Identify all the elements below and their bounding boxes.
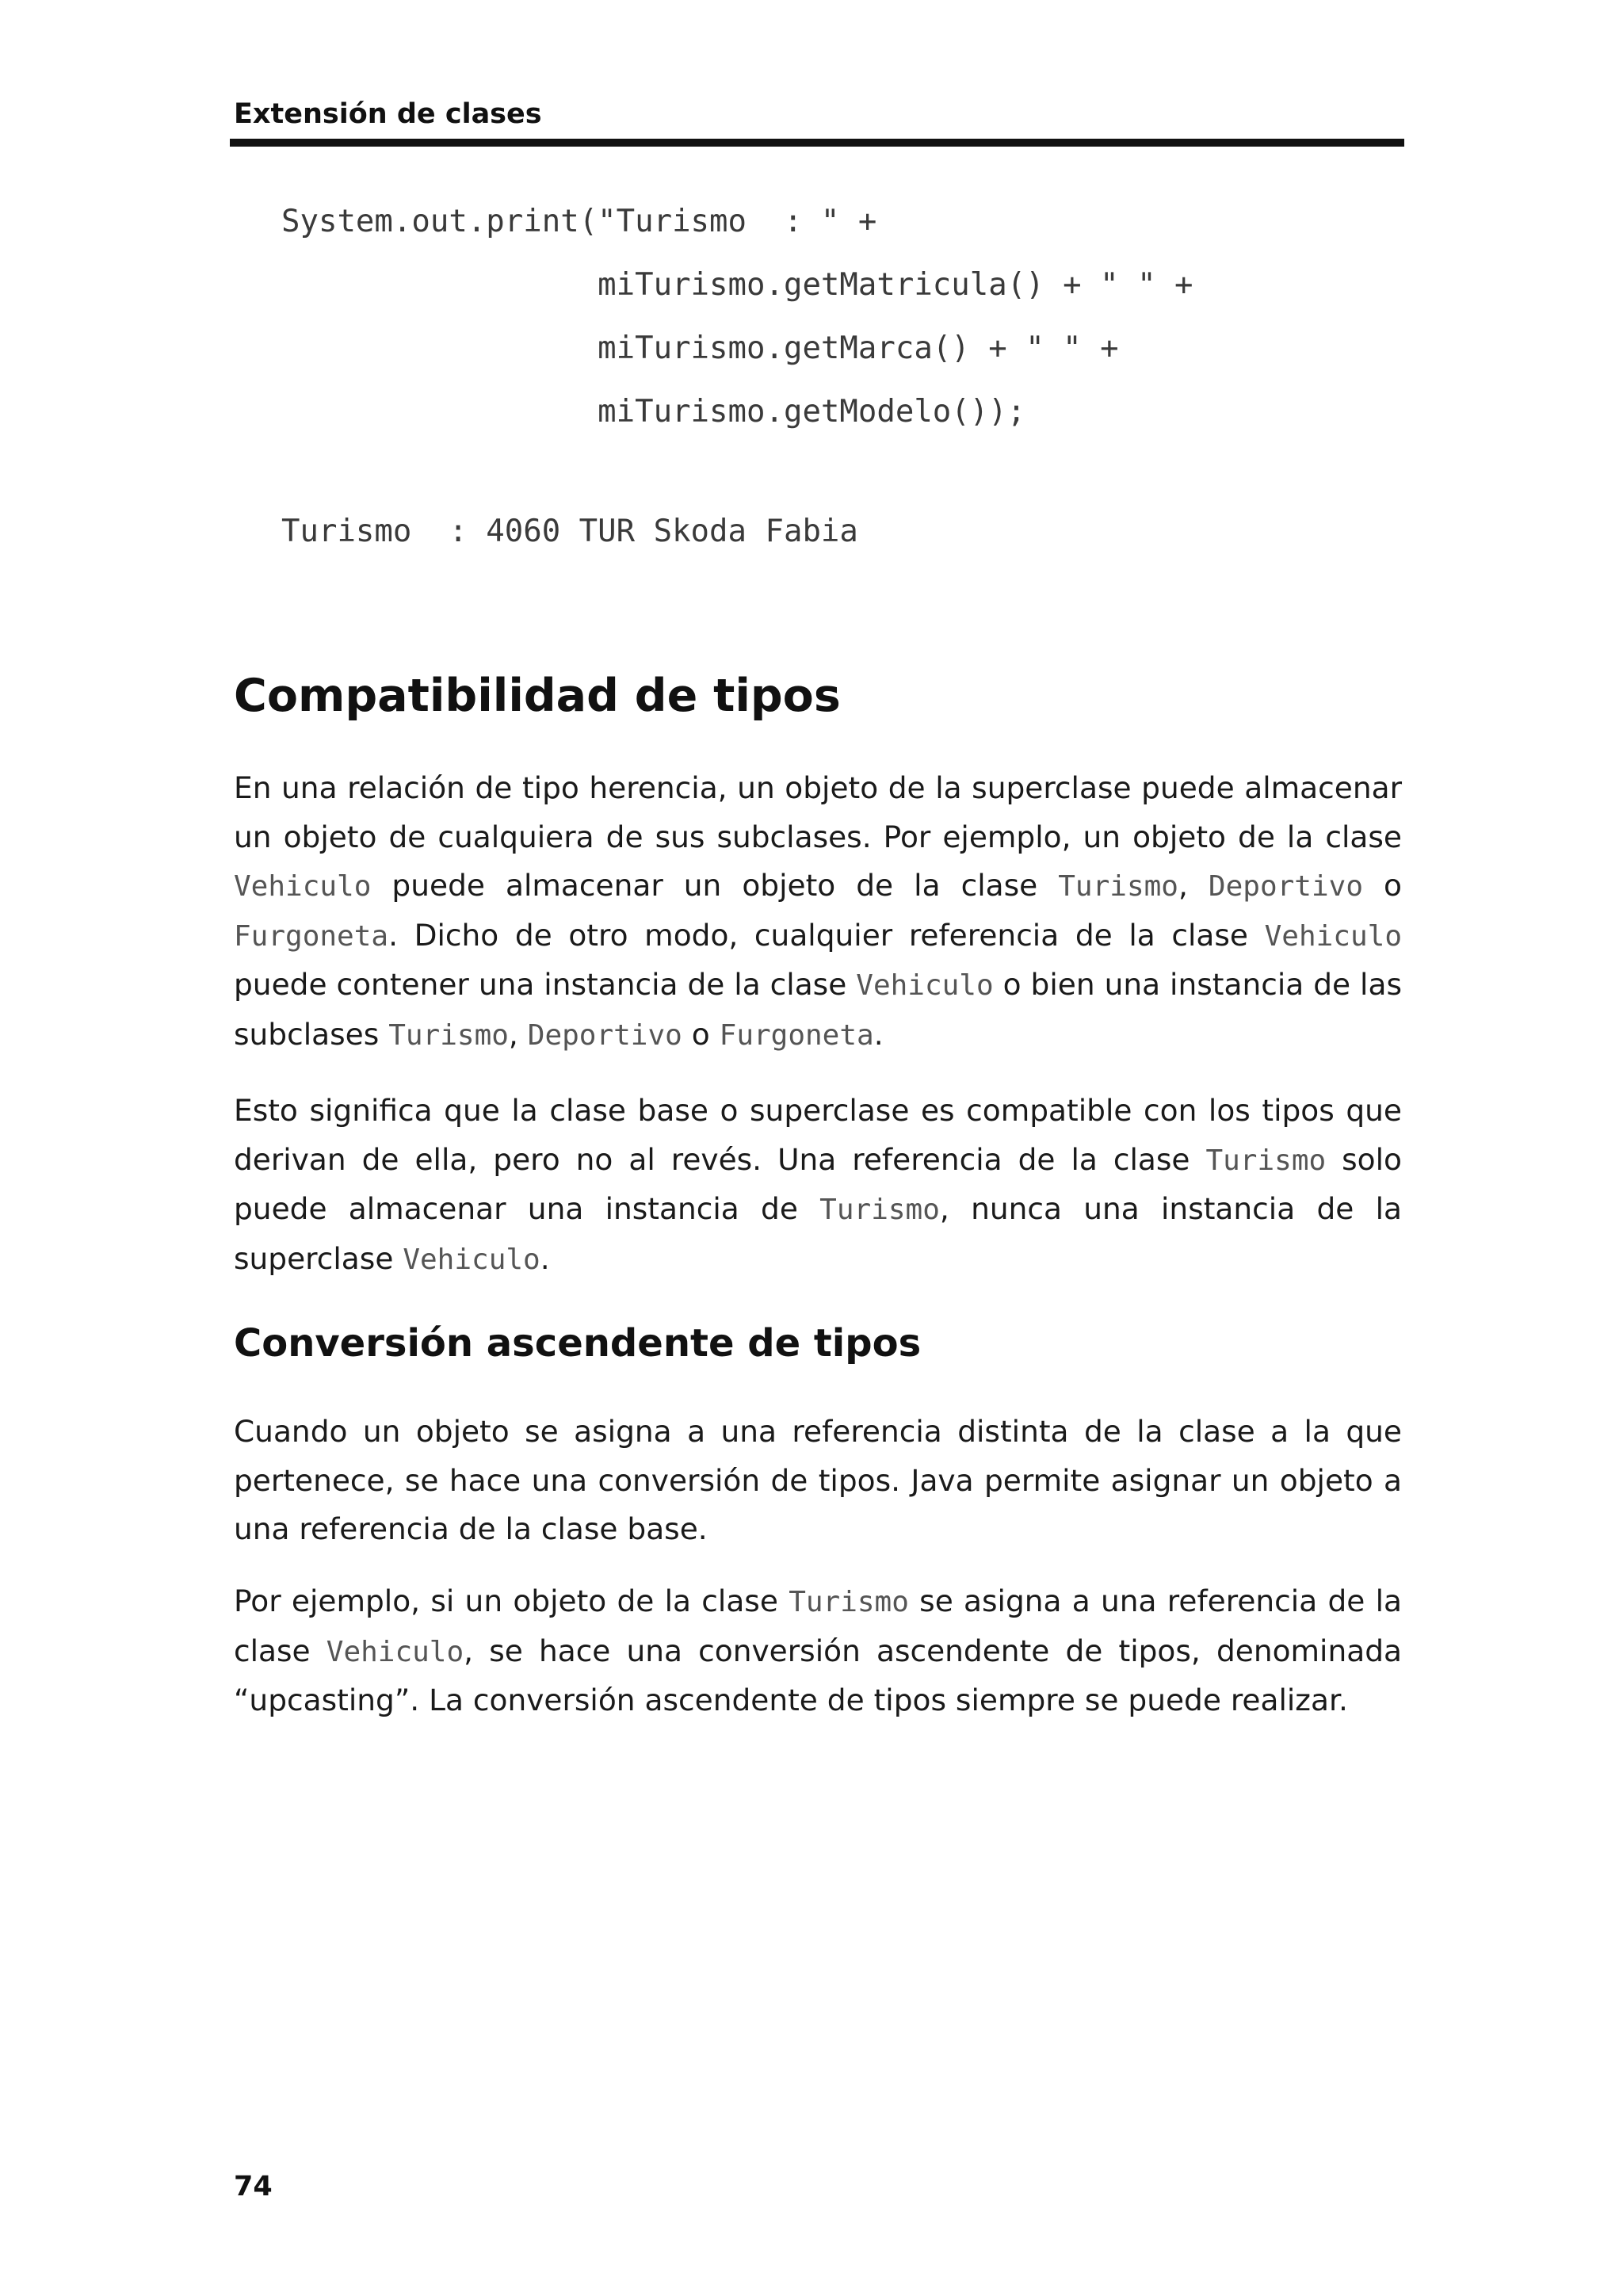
code-line: System.out.print("Turismo : " + [281, 204, 877, 239]
inline-code: Turismo [789, 1586, 909, 1618]
inline-code: Turismo [1058, 870, 1178, 903]
code-line: miTurismo.getModelo()); [281, 394, 1026, 430]
inline-code: Turismo [388, 1018, 509, 1052]
page-number: 74 [234, 2171, 273, 2202]
inline-code: Furgoneta [719, 1018, 874, 1052]
inline-code: Turismo [1205, 1144, 1327, 1177]
running-header: Extensión de clases [234, 98, 542, 130]
section-heading-compatibilidad: Compatibilidad de tipos [234, 670, 841, 722]
program-output: Turismo : 4060 TUR Skoda Fabia [281, 514, 858, 549]
code-block [281, 190, 1193, 444]
code-line: miTurismo.getMatricula() + " " + [281, 267, 1193, 303]
inline-code: Vehiculo [326, 1635, 464, 1668]
paragraph: Cuando un objeto se asigna a una referencia distinta de la clase a la que pertenece, se hace una conversión de tipos. Java permite asignar un objeto a una referencia de la clase base. [234, 1414, 1402, 1546]
code-line: miTurismo.getMarca() + " " + [281, 330, 1119, 366]
inline-code: Furgoneta [234, 919, 389, 953]
paragraph: Esto significa que la clase base o superclase es compatible con los tipos que derivan de ella, pero no al revés. Una referencia de la clase Turismo solo puede almacenar una instancia de Turismo, nunca una instancia de la superclase Vehiculo. [234, 1093, 1402, 1276]
header-rule [230, 139, 1404, 147]
inline-code: Vehiculo [403, 1243, 540, 1276]
inline-code: Vehiculo [234, 870, 372, 903]
paragraph: En una relación de tipo herencia, un objeto de la superclase puede almacenar un objeto de cualquiera de sus subclases. Por ejemplo, un objeto de la clase Vehiculo puede almacenar un objeto de la clase Turismo, Deportivo o Furgoneta. Dicho de otro modo, cualquier referencia de la clase Vehiculo puede contener una instancia de la clase Vehiculo o bien una instancia de las subclases Turismo, Deportivo o Furgoneta. [234, 770, 1402, 1052]
inline-code: Deportivo [1208, 870, 1363, 903]
inline-code: Turismo [819, 1194, 940, 1226]
inline-code: Vehiculo [1264, 919, 1402, 953]
inline-code: Deportivo [527, 1018, 682, 1052]
inline-code: Vehiculo [856, 969, 994, 1002]
paragraph: Por ejemplo, si un objeto de la clase Turismo se asigna a una referencia de la clase Vehiculo, se hace una conversión ascendente de tipos, denominada “upcasting”. La conversión ascendente de tipos siempre se puede realizar. [234, 1584, 1403, 1717]
section-heading-conversion: Conversión ascendente de tipos [234, 1321, 922, 1366]
